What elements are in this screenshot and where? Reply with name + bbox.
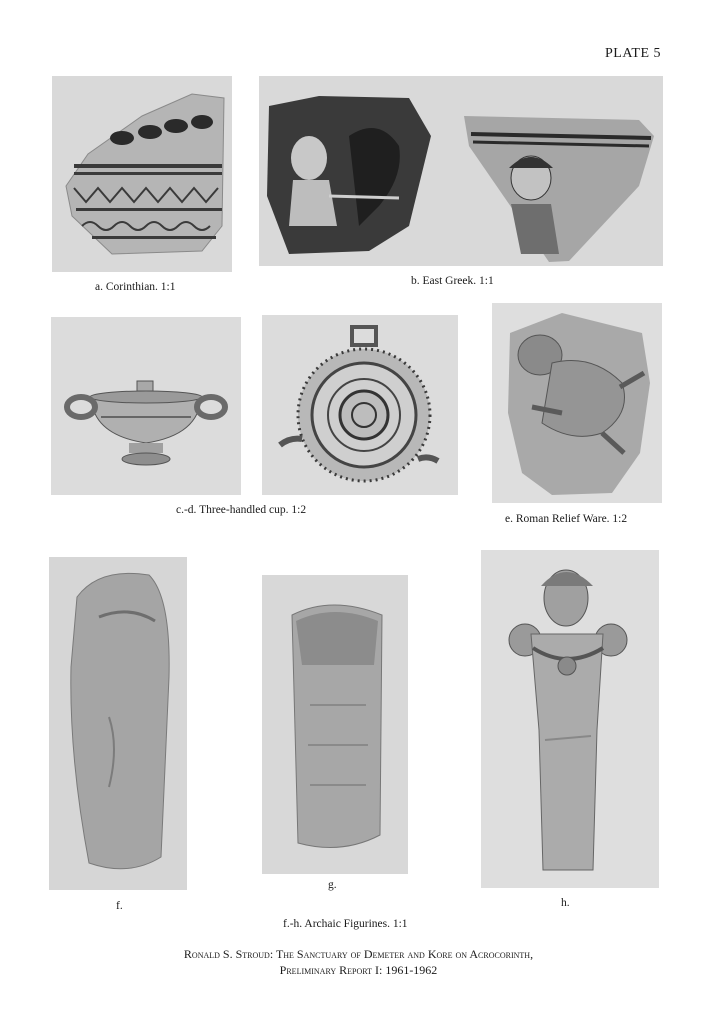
photo-three-handled-cup-side bbox=[51, 317, 241, 495]
photo-figurine-g bbox=[262, 575, 408, 874]
photo-figurine-f bbox=[49, 557, 187, 890]
figurine-g-image bbox=[262, 575, 408, 874]
caption-f: f. bbox=[116, 900, 123, 912]
corinthian-sherd-image bbox=[52, 76, 232, 272]
photo-figurine-h bbox=[481, 550, 659, 888]
east-greek-sherds-image bbox=[259, 76, 663, 266]
caption-h: h. bbox=[561, 897, 570, 909]
photo-east-greek-sherds bbox=[259, 76, 663, 266]
photo-corinthian-sherd bbox=[52, 76, 232, 272]
figurine-f-image bbox=[49, 557, 187, 890]
roman-relief-image bbox=[492, 303, 662, 503]
footer-line-2: Preliminary Report I: 1961-1962 bbox=[279, 963, 438, 977]
photo-roman-relief-ware bbox=[492, 303, 662, 503]
footer-line-1: Ronald S. Stroud: The Sanctuary of Demeter and Kore on Acrocorinth, bbox=[183, 947, 534, 961]
caption-e: e. Roman Relief Ware. 1:2 bbox=[505, 513, 628, 525]
plate-number: PLATE 5 bbox=[605, 46, 661, 61]
caption-fh: f.-h. Archaic Figurines. 1:1 bbox=[283, 918, 408, 930]
caption-b: b. East Greek. 1:1 bbox=[411, 275, 494, 287]
caption-g: g. bbox=[328, 879, 337, 891]
caption-cd: c.-d. Three-handled cup. 1:2 bbox=[176, 504, 307, 516]
caption-a: a. Corinthian. 1:1 bbox=[95, 281, 176, 293]
cup-side-image bbox=[51, 317, 241, 495]
figurine-h-image bbox=[481, 550, 659, 888]
photo-three-handled-cup-top bbox=[262, 315, 458, 495]
cup-top-image bbox=[262, 315, 458, 495]
